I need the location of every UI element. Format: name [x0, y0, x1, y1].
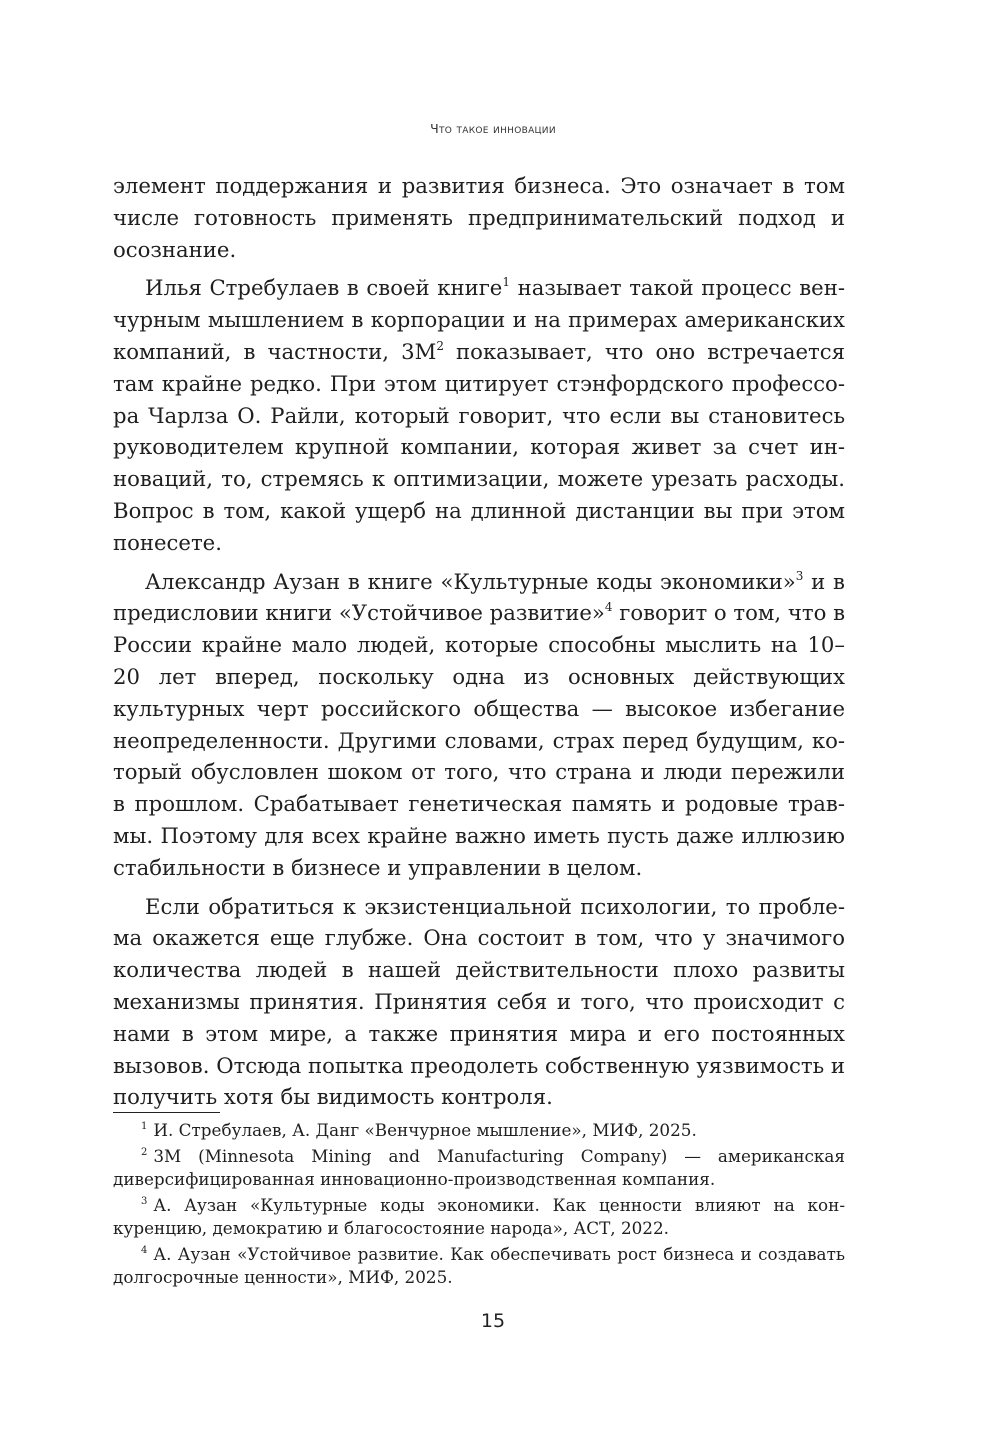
- footnote-number: 1: [141, 1121, 148, 1132]
- footnotes: [113, 1119, 845, 1292]
- footnote-ref-3[interactable]: 3: [795, 568, 804, 583]
- paragraph-auzan: [113, 566, 845, 884]
- footnote-number: 3: [141, 1195, 148, 1207]
- footnote-1: [113, 1119, 845, 1143]
- paragraph-text: элемент поддержания и развития бизнеса. Это означает в том числе готовность применять предпринимательский подход и осознание.: [113, 173, 845, 262]
- running-header: Что такое инновации: [430, 121, 556, 136]
- footnote-number: 4: [141, 1244, 148, 1256]
- paragraph-text: показывает, что оно встречается там крайне редко. При этом цитирует стэнфордского профессора Чарлза О. Райли, который говорит, что если вы становитесь руководителем крупной компании, которая живет за счет инноваций, то, стремясь к оптимизации, можете урезать расходы. Вопрос в том, какой ущерб на длинной дистанции вы при этом понесете.: [113, 338, 845, 555]
- footnote-ref-1[interactable]: 1: [502, 275, 510, 290]
- footnote-text: 3M (Minnesota Mining and Manufacturing Company) — американская диверсифицированная инновационно-производственная компания.: [113, 1145, 845, 1189]
- footnote-separator: [113, 1112, 220, 1113]
- footnote-2: [113, 1145, 845, 1192]
- paragraph-text: называет такой процесс венчурным мышлением в корпорации и на примерах американских компаний, в частности, 3M: [113, 275, 845, 364]
- page-number: 15: [480, 1310, 506, 1332]
- footnote-text: А. Аузан «Устойчивое развитие. Как обеспечивать рост бизнеса и создавать долгосрочные ценности», МИФ, 2025.: [113, 1243, 845, 1287]
- footnote-number: 2: [141, 1146, 148, 1158]
- paragraph-existential: [113, 891, 845, 1114]
- footnote-ref-2[interactable]: 2: [436, 338, 444, 353]
- footnote-ref-4[interactable]: 4: [604, 600, 613, 615]
- paragraph-strebulaev: [113, 272, 845, 558]
- paragraph-text: Илья Стребулаев в своей книге: [145, 275, 503, 301]
- main-text: [113, 170, 845, 1120]
- footnote-4: [113, 1243, 845, 1290]
- footnote-text: А. Аузан «Культурные коды экономики. Как ценности влияют на конкуренцию, демократию и благосостояние народа», АСТ, 2022.: [113, 1194, 845, 1238]
- paragraph-text: Александр Аузан в книге «Культурные коды экономики»: [145, 568, 796, 594]
- paragraph-text: и в предисловии книги «Устойчивое развитие»: [113, 568, 845, 626]
- paragraph-text: говорит о том, что в России крайне мало людей, которые способны мыслить на 10–20 лет вперед, поскольку одна из основных действующих культурных черт российского общества — высокое избегание неопределенности. Другими словами, страх перед будущим, который обусловлен шоком от того, что страна и люди пережили в прошлом. Срабатывает генетическая память и родовые травмы. Поэтому для всех крайне важно иметь пусть даже иллюзию стабильности в бизнесе и управлении в целом.: [113, 600, 846, 880]
- paragraph-text: Если обратиться к экзистенциальной психологии, то проблема окажется еще глубже. Она состоит в том, что у значимого количества людей в нашей действительности плохо развиты механизмы принятия. Принятия себя и того, что происходит с нами в этом мире, а также принятия мира и его постоянных вызовов. Отсюда попытка преодолеть собственную уязвимость и получить хотя бы видимость контроля.: [113, 893, 845, 1110]
- paragraph-continued: [113, 170, 845, 265]
- footnote-3: [113, 1194, 845, 1241]
- footnote-text: И. Стребулаев, А. Данг «Венчурное мышление», МИФ, 2025.: [153, 1120, 697, 1140]
